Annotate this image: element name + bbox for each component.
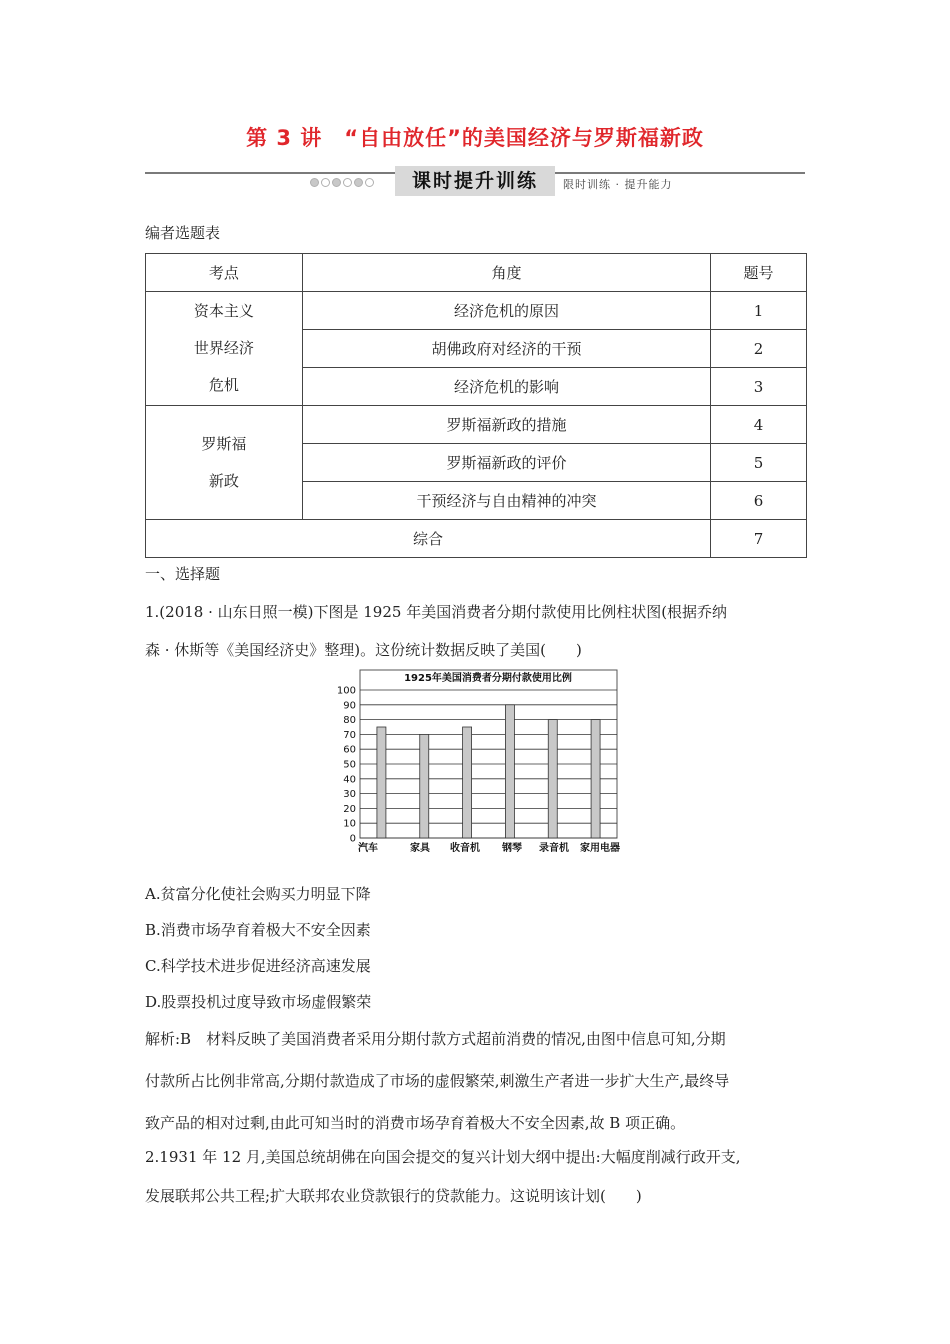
y-tick-label: 40	[343, 774, 356, 786]
banner-tagline: 限时训练 · 提升能力	[563, 178, 673, 191]
analysis-line-1: 解析:B 材料反映了美国消费者采用分期付款方式超前消费的情况,由图中信息可知,分期	[145, 1030, 726, 1048]
section-heading: 一、选择题	[145, 565, 221, 583]
summary-cell: 综合	[146, 520, 711, 558]
x-tick-label: 钢琴	[502, 843, 522, 854]
question-1-line-2: 森 · 休斯等《美国经济史》整理)。这份统计数据反映了美国( )	[145, 641, 582, 659]
angle-cell: 胡佛政府对经济的干预	[302, 330, 710, 368]
bar	[420, 734, 429, 838]
number-cell: 6	[711, 482, 807, 520]
question-1-line-1: 1.(2018 · 山东日照一模)下图是 1925 年美国消费者分期付款使用比例柱状图(根据乔纳	[145, 603, 728, 621]
table-row	[146, 520, 807, 558]
y-tick-label: 30	[343, 789, 356, 801]
number-cell: 2	[711, 330, 807, 368]
banner-dots	[310, 178, 374, 187]
bar	[548, 720, 557, 838]
number-cell: 7	[711, 520, 807, 558]
section-banner	[145, 168, 805, 198]
dot-icon	[321, 178, 330, 187]
y-tick-label: 20	[343, 803, 356, 815]
option-b: B.消费市场孕育着极大不安全因素	[145, 921, 371, 939]
topic-line: 罗斯福	[201, 434, 247, 453]
topic-line: 资本主义	[193, 302, 254, 320]
y-tick-label: 0	[349, 833, 356, 845]
installment-bar-chart	[330, 668, 620, 860]
page-title: 第 3 讲 “自由放任”的美国经济与罗斯福新政	[246, 126, 704, 150]
angle-cell: 罗斯福新政的评价	[302, 444, 710, 482]
x-tick-label: 家用电器	[580, 843, 620, 854]
y-tick-label: 50	[343, 759, 356, 771]
question-2-line-2: 发展联邦公共工程;扩大联邦农业贷款银行的贷款能力。这说明该计划( )	[145, 1187, 642, 1205]
angle-cell: 干预经济与自由精神的冲突	[302, 482, 710, 520]
chart-frame	[360, 670, 617, 838]
number-cell: 1	[711, 292, 807, 330]
option-d: D.股票投机过度导致市场虚假繁荣	[145, 993, 372, 1011]
y-tick-label: 10	[343, 818, 356, 830]
x-tick-label: 录音机	[539, 843, 569, 854]
topic-cell	[146, 406, 303, 520]
header-number: 题号	[711, 254, 807, 292]
analysis-line-2: 付款所占比例非常高,分期付款造成了市场的虚假繁荣,刺激生产者进一步扩大生产,最终导	[145, 1072, 730, 1090]
angle-cell: 罗斯福新政的措施	[302, 406, 710, 444]
y-tick-label: 90	[343, 700, 356, 712]
angle-cell: 经济危机的影响	[302, 368, 710, 406]
dot-icon	[310, 178, 319, 187]
option-a: A.贫富分化使社会购买力明显下降	[145, 885, 371, 903]
topic-table	[145, 253, 807, 558]
analysis-line-3: 致产品的相对过剩,由此可知当时的消费市场孕育着极大不安全因素,故 B 项正确。	[145, 1114, 686, 1132]
x-tick-label: 汽车	[358, 843, 378, 854]
dot-icon	[332, 178, 341, 187]
topic-line: 危机	[208, 376, 239, 394]
y-tick-label: 80	[343, 715, 356, 727]
table-row	[146, 292, 807, 330]
angle-cell: 经济危机的原因	[302, 292, 710, 330]
y-tick-label: 100	[336, 685, 356, 697]
dot-icon	[343, 178, 352, 187]
question-2-line-1: 2.1931 年 12 月,美国总统胡佛在向国会提交的复兴计划大纲中提出:大幅度削减行政开支,	[145, 1148, 741, 1166]
dot-icon	[354, 178, 363, 187]
topic-line: 世界经济	[193, 339, 254, 357]
number-cell: 4	[711, 406, 807, 444]
header-topic: 考点	[146, 254, 303, 292]
bar	[463, 727, 472, 838]
chart-title: 1925年美国消费者分期付款使用比例	[404, 673, 572, 684]
x-tick-label: 收音机	[450, 843, 480, 854]
topic-line: 新政	[208, 471, 239, 490]
table-header-row	[146, 254, 807, 292]
number-cell: 5	[711, 444, 807, 482]
topic-cell	[146, 292, 303, 406]
table-caption: 编者选题表	[145, 224, 221, 242]
number-cell: 3	[711, 368, 807, 406]
y-tick-label: 70	[343, 729, 356, 741]
bar	[377, 727, 386, 838]
x-tick-label: 家具	[410, 843, 430, 854]
table-row	[146, 406, 807, 444]
bar	[591, 720, 600, 838]
bar	[505, 705, 514, 838]
banner-label: 课时提升训练	[395, 166, 555, 196]
dot-icon	[365, 178, 374, 187]
y-tick-label: 60	[343, 744, 356, 756]
header-angle: 角度	[302, 254, 710, 292]
option-c: C.科学技术进步促进经济高速发展	[145, 957, 371, 975]
